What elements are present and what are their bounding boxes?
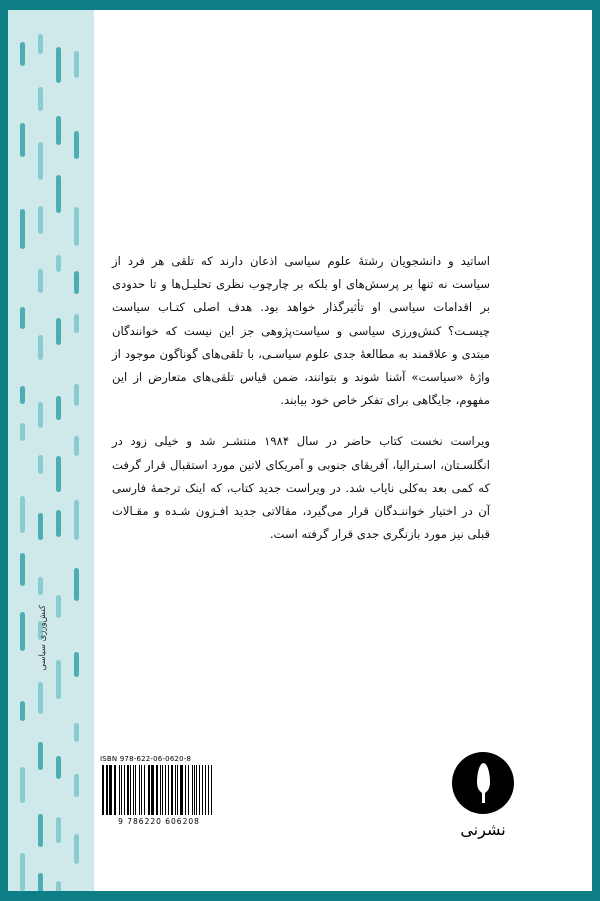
barcode-bars	[100, 765, 218, 815]
barcode-bar	[165, 765, 166, 815]
barcode-bar	[106, 765, 108, 815]
band-dash	[74, 314, 79, 334]
barcode-bar	[211, 765, 212, 815]
barcode-bar	[160, 765, 161, 815]
band-dash	[56, 116, 61, 145]
band-dash	[56, 318, 61, 346]
barcode-bar	[127, 765, 129, 815]
barcode-bar	[121, 765, 122, 815]
barcode-bar	[188, 765, 189, 815]
barcode-bar	[144, 765, 145, 815]
barcode-bar	[148, 765, 150, 815]
band-dash	[74, 384, 79, 406]
barcode-bar	[151, 765, 153, 815]
pen-nib-stem-shape	[482, 788, 485, 803]
band-dash	[74, 774, 79, 797]
band-dash	[20, 209, 25, 249]
band-dash	[38, 814, 43, 848]
band-dash	[20, 307, 25, 328]
band-dash	[74, 436, 79, 457]
band-dash	[38, 335, 43, 360]
band-dash	[38, 873, 43, 891]
barcode-bar	[102, 765, 104, 815]
isbn-label: ISBN 978-622-06-0620-8	[100, 755, 192, 763]
band-dash	[74, 207, 79, 246]
band-dash	[74, 652, 79, 677]
barcode-bar	[130, 765, 131, 815]
band-dash	[74, 271, 79, 293]
band-dash	[56, 175, 61, 213]
spine-title-text: کنش‌ورزی سیاسی	[38, 605, 48, 671]
barcode-bar	[196, 765, 197, 815]
band-dash	[20, 496, 25, 533]
barcode-bar	[141, 765, 142, 815]
back-cover-blurb	[112, 250, 490, 546]
barcode-bar	[171, 765, 173, 815]
band-dash	[20, 612, 25, 651]
band-dash	[20, 123, 25, 156]
band-dash	[56, 47, 61, 83]
barcode-bar	[133, 765, 134, 815]
band-dash	[20, 386, 25, 404]
band-dash	[56, 660, 61, 699]
band-dash	[56, 255, 61, 273]
band-dash	[38, 87, 43, 111]
band-dash	[56, 595, 61, 618]
band-dash	[20, 42, 25, 66]
band-dash	[56, 510, 61, 537]
barcode-block	[100, 755, 218, 833]
barcode-bar	[124, 765, 125, 815]
band-dash	[20, 701, 25, 721]
left-decorative-band	[8, 10, 94, 891]
band-dash	[38, 402, 43, 428]
band-dash	[74, 131, 79, 159]
band-dash	[38, 742, 43, 770]
band-dash	[74, 834, 79, 864]
band-dash	[38, 269, 43, 293]
barcode-bar	[208, 765, 209, 815]
band-dash	[20, 767, 25, 802]
pen-nib-icon	[452, 752, 514, 814]
barcode-bar	[109, 765, 111, 815]
barcode-bar	[199, 765, 200, 815]
band-dash	[38, 455, 43, 473]
barcode-bar	[175, 765, 176, 815]
band-dash	[74, 51, 79, 77]
band-dash	[38, 142, 43, 181]
band-dash	[38, 206, 43, 234]
band-dash	[56, 396, 61, 419]
band-dash	[74, 500, 79, 540]
band-dash	[56, 817, 61, 843]
isbn-digits: 9 786220 606208	[118, 817, 200, 826]
band-dash	[74, 723, 79, 742]
blurb-paragraph-1: اساتید و دانشجویان رشتهٔ علوم سیاسی اذعان دارند که تلقی هر فرد از سیاست نه تنها بر پرسش‌های او بلکه بر چارچوب نظری تحلیـل‌ها و تا حدودی بر اقدامات سیاسی او تأثیرگذار خواهد بود. هدف اصلی کتـاب سیاست چیسـت؟ کنش‌ورزی سیاسی و سیاست‌پژوهی جز این نیست که خوانندگان مبتدی و علاقمند به مطالعهٔ جدی علوم سیاسـی، با تلقی‌های گوناگون موجود از واژهٔ «سیاست» آشنا شوند و بتوانند، ضمن قیاس تلقی‌های متعارض از این مفهوم، جایگاهی برای تفکر خاص خود بیابند.	[112, 254, 490, 408]
band-dash	[56, 456, 61, 492]
barcode-bar	[194, 765, 195, 815]
band-dash	[74, 568, 79, 602]
barcode-bar	[205, 765, 206, 815]
barcode-bar	[114, 765, 116, 815]
barcode-bar	[168, 765, 169, 815]
publisher-logo-block	[435, 752, 531, 839]
band-dash	[38, 513, 43, 541]
barcode-bar	[185, 765, 186, 815]
barcode-bar	[139, 765, 140, 815]
blurb-paragraph-2: ویراست نخست کتاب حاضر در سال ۱۹۸۴ منتشـر شد و خیلی زود در انگلسـتان، اسـترالیا، آفریقای جنوبی و آمریکای لاتین مورد استقبال قرار گرفت که کمی بعد به‌کلی نایاب شد. در ویراست جدید کتاب، که اینک ترجمهٔ فارسی آن در اختیار خواننـدگان قرار می‌گیرد، مقالاتی جدید افـزون شـده و مقـالات قبلی نیز مورد بازنگری جدی قرار گرفته است.	[112, 434, 490, 542]
band-dash	[38, 577, 43, 595]
barcode-bar	[162, 765, 163, 815]
band-dash	[20, 553, 25, 585]
band-dash	[56, 756, 61, 779]
barcode-bar	[177, 765, 178, 815]
barcode-bar	[180, 765, 182, 815]
barcode-bar	[119, 765, 120, 815]
publisher-name: نشرنی	[460, 820, 506, 839]
band-dash	[20, 853, 25, 891]
band-dash	[20, 423, 25, 441]
barcode-bar	[135, 765, 136, 815]
barcode-bar	[192, 765, 193, 815]
band-dash	[38, 34, 43, 54]
barcode-bar	[156, 765, 158, 815]
barcode-bar	[202, 765, 203, 815]
band-dash	[56, 881, 61, 891]
